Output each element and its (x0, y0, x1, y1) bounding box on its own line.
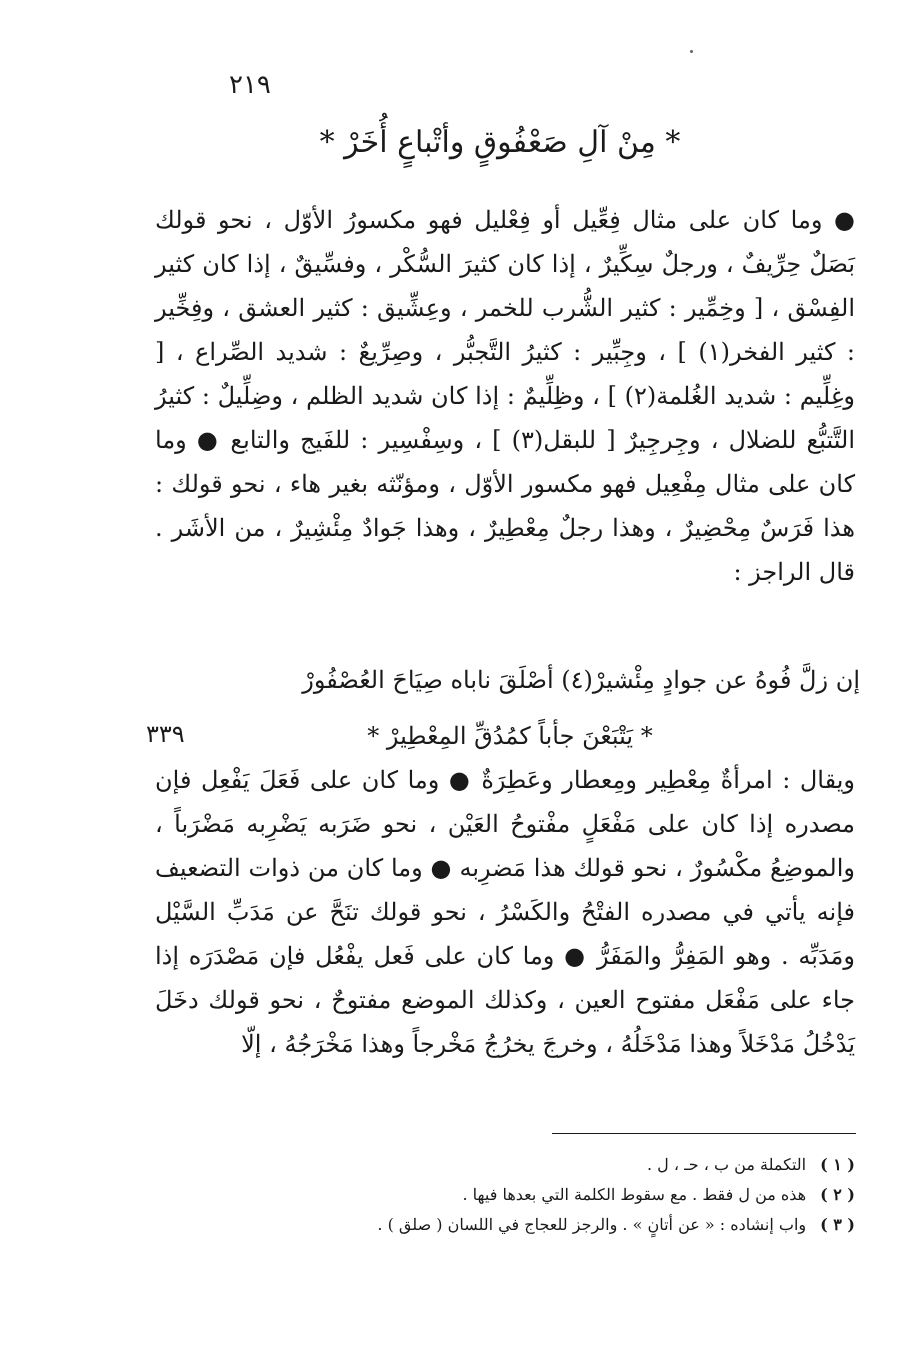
body-paragraph-2: ويقال : امرأةٌ مِعْطِير ومِعطار وعَطِرَةٌ ● وما كان على فَعَلَ يَفْعِل فإن مصدره إذا كان على مَفْعَلٍ مفْتوحُ العَيْن ، نحو ضَرَبه يَضْرِبه مَضْرَباً ، والموضِعُ مكْسُورٌ ، نحو قولك هذا مَضرِبه ● وما كان من ذوات التضعيف فإنه يأتي في مصدره الفتْحُ والكَسْرُ ، نحو قولك تنَحَّ عن مَدَبِّ السَّيْل ومَدَبِّه . وهو المَفِرُّ والمَفَرُّ ● وما كان على فَعل يفْعُل فإن مَصْدَرَه إذا جاء على مَفْعَل مفتوح العين ، وكذلك الموضع مفتوحٌ ، نحو قولك دخَلَ يَدْخُلُ مَدْخَلاً وهذا مَدْخَلُهُ ، وخرجَ يخرُجُ مَخْرجاً وهذا مَخْرَجُهُ ، إلّا (155, 766, 855, 1058)
footnote-item (300, 1180, 855, 1210)
verse-line-1: إن زلَّ فُوهُ عن جوادٍ مِئْشيرْ(٤) أصْلَقَ ناباه صِيَاحَ العُصْفُورْ (302, 666, 860, 694)
section-heading: * مِنْ آلِ صَعْفُوقٍ وأتْباعٍ أُخَرْ * (319, 125, 681, 160)
verse-line-2: * يَتْبَعْنَ جأباً كمُدُقِّ المِعْطِيرْ * (367, 722, 653, 750)
footnote-item (300, 1210, 855, 1240)
footnotes (300, 1150, 855, 1240)
footnote-number: ( ١ ) (820, 1155, 855, 1174)
footnote-number: ( ٢ ) (820, 1185, 855, 1204)
footnote-number: ( ٣ ) (820, 1215, 855, 1234)
scan-speck (690, 50, 693, 53)
margin-page-number: ٣٣٩ (146, 720, 185, 748)
body-paragraph-1: ● وما كان على مثال فِعِّيل أو فِعْليل فهو مكسورُ الأوّل ، نحو قولك بَصَلٌ حِرِّيفٌ ، ورجلٌ سِكِّيرٌ ، إذا كان كثيرَ السُّكْر ، وفسِّيقٌ ، إذا كان كثير الفِسْق ، [ وخِمِّير : كثير الشُّرب للخمر ، وعِشِّيق : كثير العشق ، وفِخِّير : كثير الفخر(١) ] ، وجِبِّير : كثيرُ التَّجبُّر ، وصِرِّيعٌ : شديد الصِّراع ، [ وغِلِّيم : شديد الغُلمة(٢) ] ، وظِلِّيمٌ : إذا كان شديد الظلم ، وضِلِّيلٌ : كثيرُ التَّتبُّع للضلال ، وجِرجِيرٌ [ للبقل(٣) ] ، وسِفْسِير : للفَيج والتابع ● وما كان على مثال مِفْعِيل فهو مكسور الأوّل ، ومؤنّثه بغير هاء ، نحو قولك : هذا فَرَسٌ مِحْضِيرٌ ، وهذا رجلٌ مِعْطِيرٌ ، وهذا جَوادٌ مِئْشِيرٌ ، من الأشَر . قال الراجز : (155, 206, 856, 586)
footnote-text: واب إنشاده : « عن أتانٍ » . والرجز للعجاج في اللسان ( صلق ) . (377, 1215, 807, 1234)
footnote-divider (552, 1133, 856, 1134)
footnote-text: التكملة من ب ، حـ ، ل . (646, 1155, 807, 1174)
page-number: ٢١٩ (229, 70, 271, 100)
footnote-item (300, 1150, 855, 1180)
footnote-text: هذه من ل فقط . مع سقوط الكلمة التي بعدها فيها . (462, 1185, 807, 1204)
